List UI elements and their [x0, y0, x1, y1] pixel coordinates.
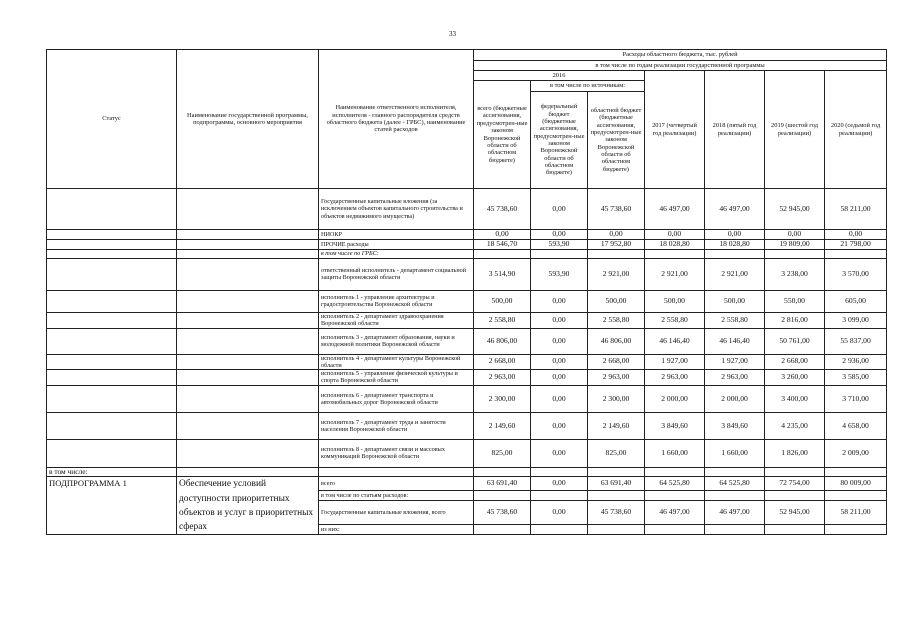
subprogram-cell-y2018: [705, 490, 765, 500]
cell-federal: [531, 249, 588, 258]
subprogram-name: Обеспечение условий доступности приоритетных объектов и услуг в приоритетных сферах: [177, 477, 319, 534]
row-label: исполнитель 6 - департамент транспорта и автомобильных дорог Воронежской области: [319, 385, 474, 412]
row-status: [47, 230, 177, 240]
row-name: [177, 290, 319, 312]
row-status: [47, 312, 177, 328]
cell-y2020: 3 570,00: [825, 258, 887, 290]
row-label: исполнитель 2 - департамент здравоохранения Воронежской области: [319, 312, 474, 328]
cell-total: 2 149,60: [474, 412, 531, 439]
cell-regional: 17 952,80: [588, 239, 645, 249]
cell-total: 2 300,00: [474, 385, 531, 412]
subprogram-cell-regional: [588, 490, 645, 500]
cell-y2019: 4 235,00: [765, 412, 825, 439]
cell-federal: 0,00: [531, 290, 588, 312]
cell-regional: [588, 249, 645, 258]
subprogram-status: ПОДПРОГРАММА 1: [47, 477, 177, 534]
cell-regional: 0,00: [588, 230, 645, 240]
row-name: [177, 467, 319, 477]
row-name: [177, 258, 319, 290]
cell-y2018: [705, 249, 765, 258]
cell-y2017: 46 146,40: [645, 328, 705, 354]
subprogram-cell-total: 45 738,60: [474, 500, 531, 524]
cell-y2020: 58 211,00: [825, 189, 887, 230]
header-2017: 2017 (четвертый год реализации): [645, 71, 705, 189]
row-label: [319, 467, 474, 477]
subprogram-row: [47, 477, 887, 490]
subprogram-cell-regional: 63 691,40: [588, 477, 645, 490]
cell-y2020: 0,00: [825, 230, 887, 240]
row-status: [47, 354, 177, 369]
cell-regional: 2 963,00: [588, 369, 645, 385]
cell-y2017: 500,00: [645, 290, 705, 312]
cell-y2018: 2 963,00: [705, 369, 765, 385]
cell-y2017: 2 000,00: [645, 385, 705, 412]
cell-regional: 500,00: [588, 290, 645, 312]
cell-y2019: 1 826,00: [765, 439, 825, 467]
cell-y2019: 19 809,00: [765, 239, 825, 249]
header-status: Статус: [47, 50, 177, 189]
header-regional: областной бюджет (бюджетные ассигнования, предусмотрен-ные законом Воронежской области об областном бюджете): [588, 92, 645, 189]
row-name: [177, 369, 319, 385]
cell-federal: 0,00: [531, 412, 588, 439]
subprogram-cell-regional: 45 738,60: [588, 500, 645, 524]
budget-table: [46, 49, 887, 535]
cell-y2018: 1 927,00: [705, 354, 765, 369]
header-executor: Наименование ответственного исполнителя, исполнителя - главного распорядителя средств областного бюджета (далее - ГРБС), наименование статей расходов: [319, 50, 474, 189]
subprogram-cell-y2018: 46 497,00: [705, 500, 765, 524]
table-row: [47, 385, 887, 412]
subprogram-cell-federal: 0,00: [531, 500, 588, 524]
cell-y2020: 21 798,00: [825, 239, 887, 249]
cell-total: 0,00: [474, 230, 531, 240]
cell-y2018: 3 849,60: [705, 412, 765, 439]
subprogram-cell-y2017: [645, 525, 705, 535]
cell-y2018: 2 000,00: [705, 385, 765, 412]
header-2018: 2018 (пятый год реализации): [705, 71, 765, 189]
subprogram-cell-federal: [531, 490, 588, 500]
subprogram-row-label: всего: [319, 477, 474, 490]
subprogram-cell-total: 63 691,40: [474, 477, 531, 490]
row-label: исполнитель 5 - управление физической культуры и спорта Воронежской области: [319, 369, 474, 385]
row-status: [47, 239, 177, 249]
cell-total: 2 963,00: [474, 369, 531, 385]
cell-federal: 0,00: [531, 189, 588, 230]
page-number: 33: [449, 30, 456, 38]
row-status: [47, 290, 177, 312]
cell-y2020: 4 658,00: [825, 412, 887, 439]
cell-federal: 0,00: [531, 385, 588, 412]
row-status: [47, 412, 177, 439]
cell-federal: [531, 467, 588, 477]
cell-y2017: 2 558,80: [645, 312, 705, 328]
table-row: [47, 439, 887, 467]
cell-total: 500,00: [474, 290, 531, 312]
cell-y2017: 1 660,00: [645, 439, 705, 467]
table-row: [47, 230, 887, 240]
cell-federal: 593,90: [531, 258, 588, 290]
cell-y2019: 52 945,00: [765, 189, 825, 230]
cell-total: 2 668,00: [474, 354, 531, 369]
subprogram-row-label: Государственные капитальные вложения, всего: [319, 500, 474, 524]
row-name: [177, 439, 319, 467]
row-label: ответственный исполнитель - департамент социальной защиты Воронежской области: [319, 258, 474, 290]
cell-y2020: [825, 467, 887, 477]
cell-y2020: 55 837,00: [825, 328, 887, 354]
subprogram-cell-y2019: 72 754,00: [765, 477, 825, 490]
cell-y2020: 605,00: [825, 290, 887, 312]
cell-y2019: 0,00: [765, 230, 825, 240]
cell-y2018: 18 028,80: [705, 239, 765, 249]
table-row: [47, 412, 887, 439]
cell-y2019: 3 260,00: [765, 369, 825, 385]
subprogram-cell-y2020: [825, 525, 887, 535]
subprogram-row-label: из них:: [319, 525, 474, 535]
row-label: исполнитель 4 - департамент культуры Воронежской области: [319, 354, 474, 369]
row-status: [47, 189, 177, 230]
table-row: [47, 312, 887, 328]
cell-federal: 0,00: [531, 439, 588, 467]
cell-y2017: 2 963,00: [645, 369, 705, 385]
table-row: [47, 258, 887, 290]
row-label: исполнитель 8 - департамент связи и массовых коммуникаций Воронежской области: [319, 439, 474, 467]
cell-regional: 2 300,00: [588, 385, 645, 412]
row-status: [47, 369, 177, 385]
header-federal: федеральный бюджет (бюджетные ассигнования, предусмотрен-ные законом Воронежской области об областном бюджете): [531, 92, 588, 189]
subprogram-cell-federal: [531, 525, 588, 535]
subprogram-cell-total: [474, 525, 531, 535]
cell-y2018: 500,00: [705, 290, 765, 312]
row-name: [177, 328, 319, 354]
cell-y2017: 1 927,00: [645, 354, 705, 369]
cell-regional: 2 149,60: [588, 412, 645, 439]
subprogram-cell-y2017: 46 497,00: [645, 500, 705, 524]
header-2019: 2019 (шестой год реализации): [765, 71, 825, 189]
cell-regional: 2 668,00: [588, 354, 645, 369]
row-name: [177, 385, 319, 412]
table-row: [47, 189, 887, 230]
header-2020: 2020 (седьмой год реализации): [825, 71, 887, 189]
row-status: в том числе:: [47, 467, 177, 477]
table-row: [47, 290, 887, 312]
row-name: [177, 412, 319, 439]
cell-y2019: 2 668,00: [765, 354, 825, 369]
row-status: [47, 439, 177, 467]
cell-y2017: 3 849,60: [645, 412, 705, 439]
table-row: [47, 249, 887, 258]
subprogram-cell-y2020: [825, 490, 887, 500]
cell-y2020: 2 009,00: [825, 439, 887, 467]
cell-y2017: 2 921,00: [645, 258, 705, 290]
subprogram-cell-y2017: [645, 490, 705, 500]
cell-y2018: 2 921,00: [705, 258, 765, 290]
subprogram-cell-y2020: 58 211,00: [825, 500, 887, 524]
cell-y2017: 18 028,80: [645, 239, 705, 249]
cell-federal: 0,00: [531, 354, 588, 369]
row-label: НИОКР: [319, 230, 474, 240]
subprogram-cell-y2019: [765, 490, 825, 500]
cell-y2018: 2 558,80: [705, 312, 765, 328]
row-label: в том числе по ГРБС:: [319, 249, 474, 258]
row-label: Государственные капитальные вложения (за исключением объектов капитального строительства и объектов недвижимого имущества): [319, 189, 474, 230]
cell-y2020: 3 585,00: [825, 369, 887, 385]
cell-y2017: 46 497,00: [645, 189, 705, 230]
cell-total: 825,00: [474, 439, 531, 467]
cell-y2020: 3 710,00: [825, 385, 887, 412]
row-name: [177, 239, 319, 249]
cell-regional: 46 806,00: [588, 328, 645, 354]
cell-y2019: 550,00: [765, 290, 825, 312]
cell-federal: 0,00: [531, 328, 588, 354]
table-row: [47, 467, 887, 477]
row-name: [177, 354, 319, 369]
cell-regional: 825,00: [588, 439, 645, 467]
cell-y2018: 0,00: [705, 230, 765, 240]
header-program-name: Наименование государственной программы, подпрограммы, основного мероприятия: [177, 50, 319, 189]
subprogram-cell-y2018: 64 525,80: [705, 477, 765, 490]
cell-y2018: 46 497,00: [705, 189, 765, 230]
row-name: [177, 189, 319, 230]
cell-y2017: [645, 249, 705, 258]
cell-total: [474, 467, 531, 477]
row-label: исполнитель 7 - департамент труда и занятости населения Воронежской области: [319, 412, 474, 439]
cell-y2019: 3 400,00: [765, 385, 825, 412]
header-year-2016: 2016: [474, 71, 645, 81]
cell-y2019: [765, 249, 825, 258]
subprogram-cell-total: [474, 490, 531, 500]
row-status: [47, 249, 177, 258]
header-total: всего (бюджетные ассигнования, предусмотрен-ные законом Воронежской области об областном бюджете): [474, 81, 531, 189]
row-name: [177, 249, 319, 258]
header-by-years: в том числе по годам реализации государственной программы: [474, 61, 887, 71]
cell-regional: 45 738,60: [588, 189, 645, 230]
cell-y2019: 3 238,00: [765, 258, 825, 290]
cell-y2018: [705, 467, 765, 477]
table-row: [47, 239, 887, 249]
header-by-sources: в том числе по источникам:: [531, 81, 645, 92]
cell-y2017: 0,00: [645, 230, 705, 240]
cell-regional: 2 558,80: [588, 312, 645, 328]
row-status: [47, 258, 177, 290]
cell-federal: 0,00: [531, 369, 588, 385]
table-row: [47, 354, 887, 369]
cell-total: 18 546,70: [474, 239, 531, 249]
cell-total: 2 558,80: [474, 312, 531, 328]
cell-y2019: [765, 467, 825, 477]
cell-federal: 0,00: [531, 230, 588, 240]
subprogram-cell-y2019: 52 945,00: [765, 500, 825, 524]
row-status: [47, 385, 177, 412]
cell-total: 45 738,60: [474, 189, 531, 230]
cell-regional: [588, 467, 645, 477]
cell-y2020: [825, 249, 887, 258]
cell-total: 3 514,90: [474, 258, 531, 290]
cell-y2017: [645, 467, 705, 477]
subprogram-cell-regional: [588, 525, 645, 535]
table-row: [47, 328, 887, 354]
cell-y2018: 1 660,00: [705, 439, 765, 467]
cell-y2020: 2 936,00: [825, 354, 887, 369]
cell-federal: 0,00: [531, 312, 588, 328]
subprogram-cell-y2018: [705, 525, 765, 535]
cell-total: 46 806,00: [474, 328, 531, 354]
row-label: исполнитель 1 - управление архитектуры и градостроительства Воронежской области: [319, 290, 474, 312]
header-expenses-title: Расходы областного бюджета, тыс. рублей: [474, 50, 887, 61]
subprogram-cell-y2017: 64 525,80: [645, 477, 705, 490]
subprogram-cell-y2019: [765, 525, 825, 535]
cell-y2019: 50 761,00: [765, 328, 825, 354]
row-name: [177, 312, 319, 328]
cell-regional: 2 921,00: [588, 258, 645, 290]
row-status: [47, 328, 177, 354]
table-row: [47, 369, 887, 385]
row-label: исполнитель 3 - департамент образования, науки и молодежной политики Воронежской области: [319, 328, 474, 354]
subprogram-cell-federal: 0,00: [531, 477, 588, 490]
cell-y2018: 46 146,40: [705, 328, 765, 354]
cell-y2019: 2 816,00: [765, 312, 825, 328]
cell-total: [474, 249, 531, 258]
row-label: ПРОЧИЕ расходы: [319, 239, 474, 249]
cell-y2020: 3 099,00: [825, 312, 887, 328]
row-name: [177, 230, 319, 240]
cell-federal: 593,90: [531, 239, 588, 249]
subprogram-cell-y2020: 80 009,00: [825, 477, 887, 490]
subprogram-row-label: в том числе по статьям расходов:: [319, 490, 474, 500]
